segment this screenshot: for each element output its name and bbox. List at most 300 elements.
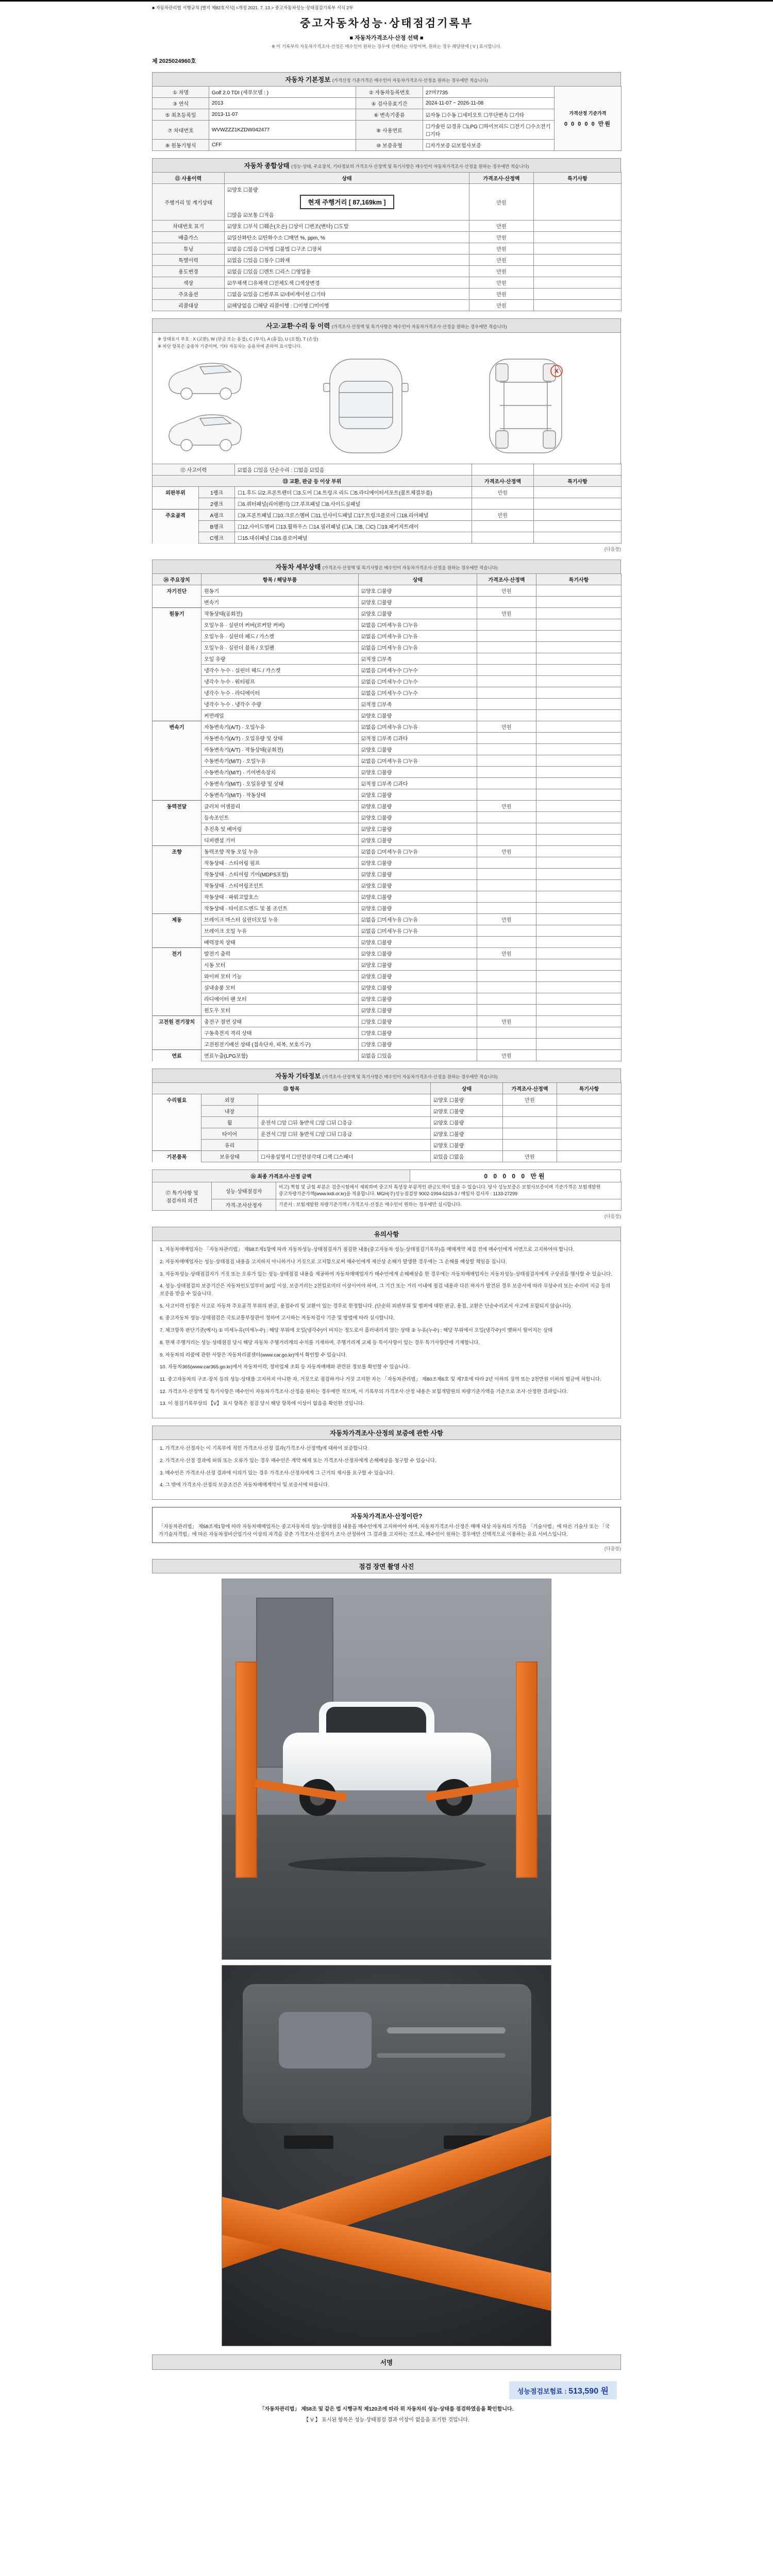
detail-row [153,903,621,914]
section-final-price [152,1170,621,1219]
overall-row [153,300,621,311]
device-state: ☑없음 ☐미세누유 ☐누유 [359,619,477,631]
detail-row [153,948,621,959]
device-group [153,642,201,653]
etc-row [153,1140,621,1151]
device-amount: 만원 [477,948,536,959]
device-note [536,971,621,982]
device-state: ☑양호 ☐불량 [359,835,477,846]
device-item: 자동변속기(A/T) · 오일유량 및 상태 [201,733,359,744]
warranty-type-value: ☐자가보증 ☑보험사보증 [423,140,554,151]
etc-state: ☑양호 ☐불량 [431,1094,503,1106]
detail-row [153,971,621,982]
device-group: 전기 [153,948,201,959]
device-amount [477,925,536,937]
device-state: ☑양호 ☐불량 [359,982,477,993]
parts-group [153,532,199,544]
detail-row [153,801,621,812]
parts-group: 외판부위 [153,487,199,498]
mileage-note [534,184,621,221]
device-amount [477,1039,536,1050]
warranty-item: 3. 매수인은 가격조사·산정 결과에 이의가 있는 경우 가격조사·산정자에게 그 근거의 제시를 요구할 수 있습니다. [160,1470,394,1476]
device-item: 발전기 출력 [201,948,359,959]
detail-row [153,631,621,642]
device-amount [477,835,536,846]
device-item: 오일누유 · 실린더 헤드 / 가스켓 [201,631,359,642]
device-amount: 만원 [477,1050,536,1061]
device-amount [477,767,536,778]
opinion-group-label: ⑰ 특기사항 및 점검자의 의견 [153,1182,212,1211]
device-item: 원동기 [201,585,359,597]
lift-post-left [236,1662,257,1878]
etc-amount [503,1128,557,1140]
device-item: 커먼레일 [201,710,359,721]
overall-row-note [534,243,621,255]
device-group: 원동기 [153,608,201,619]
overall-row-label: 특별이력 [153,255,225,266]
device-amount [477,1027,536,1039]
transmission-label: ⑥ 변속기종류 [356,109,423,121]
notice-item: 7. 체크항목 판단기준(예시) ① 미세누유(미세누수) : 해당 부위에 오일(냉각수)이 비치는 정도로서 흘러내리지 않는 상태 ② 누유(누수) : 해당 부위에서 오일(냉각수)이 맺혀서 떨어지는 상태 [160,1328,553,1334]
device-amount [477,891,536,903]
overall-row-note [534,255,621,266]
device-group [153,937,201,948]
device-group [153,857,201,869]
device-state: ☑없음 ☐있음 [359,1050,477,1061]
device-note [536,835,621,846]
notice-body [152,1241,621,1418]
etc-detail [258,1106,431,1117]
notice-item: 10. 자동차365(www.car365.go.kr)에서 자동차이력, 정비업체 조회 등 자동차매매와 관련된 정보를 확인할 수 있습니다. [160,1364,410,1370]
device-amount [477,869,536,880]
parts-group: 주요골격 [153,510,199,521]
col-state: 상태 [431,1083,503,1094]
col-amount: 가격조사·산정액 [477,574,536,585]
device-group [153,971,201,982]
device-state: ☑양호 ☐불량 [359,903,477,914]
detail-row [153,1027,621,1039]
device-item: 냉각수 누수 · 냉각수 수량 [201,699,359,710]
lift-post-right [516,1662,537,1878]
signature-bar: 서명 [152,2354,621,2370]
document-header [152,15,621,49]
device-note [536,1050,621,1061]
section-notice [152,1227,621,1418]
accident-history-value: ☑없음 ☐있음 단순수리 : ☐없음 ☑있음 [235,464,472,476]
section-title-text: 자동차 종합상태 [244,162,290,170]
final-price-label: ⑯ 최종 가격조사·산정 금액 [153,1170,410,1182]
device-note [536,846,621,857]
device-item: 냉각수 누수 · 워터펌프 [201,676,359,687]
etc-amount: 만원 [503,1094,557,1106]
col-major-device: ⑭ 주요장치 [153,574,201,585]
notice-item: 5. 사고이력 인정은 사고로 자동차 주요골격 부위의 판금, 용접수리 및 교환이 있는 경우로 한정합니다. (단순히 외판부위 및 범퍼에 대한 판금, 용접, 교환은 단순수리로서 사고에 포함되지 않습니다) [160,1303,571,1309]
section-inspection-photos [152,1559,621,2346]
mileage-value-cell [225,184,469,221]
etc-detail: 운전석 ☐앞 ☐뒤 동반석 ☐앞 ☐뒤 ☐응급 [258,1117,431,1128]
overall-row-amount: 만원 [469,243,534,255]
etc-state: ☑있음 ☐없음 [431,1151,503,1162]
reg-no-label: ② 자동차등록번호 [356,87,423,98]
etc-group: 수리필요 [153,1094,201,1106]
section-title-text: 자동차 기본정보 [285,76,331,83]
parts-amount [472,532,534,544]
etc-amount [503,1117,557,1128]
device-group [153,699,201,710]
etc-group [153,1106,201,1117]
device-note [536,982,621,993]
device-item: 브레이크 오일 누유 [201,925,359,937]
device-note [536,767,621,778]
device-amount [477,903,536,914]
parts-rank: B랭크 [199,521,235,532]
device-item: 냉각수 누수 · 라디에이터 [201,687,359,699]
device-group [153,619,201,631]
etc-detail: ☐사용설명서 ☐안전삼각대 ☐잭 ☐스패너 [258,1151,431,1162]
notice-item: 4. 성능·상태점검의 보증기간은 자동차인도일부터 30일 이상, 보증거리는 2천킬로미터 이상이어야 하며, 그 기간 또는 거리 이내에 점검 내용과 다른 하자가 발견된 경우 보증서에 따라 무상수리 또는 수리비 지급 등의 보증을 받을 수 있습니다. [160,1283,611,1297]
overall-row-amount: 만원 [469,300,534,311]
device-note [536,665,621,676]
warranty-item: 1. 가격조사·산정자는 이 기록부에 적힌 가격조사·산정 결과(가격조사·산정액)에 대하여 보증합니다. [160,1446,369,1452]
etc-row [153,1128,621,1140]
etc-row [153,1094,621,1106]
device-item: 고전원전기배선 상태 (접속단자, 피복, 보호기구) [201,1039,359,1050]
device-group [153,891,201,903]
section-detail-condition [152,560,621,1061]
detail-row [153,925,621,937]
device-note [536,993,621,1005]
device-note [536,1016,621,1027]
next-page-marker: (다음장) [604,1214,621,1219]
device-note [536,937,621,948]
etc-row [153,1106,621,1117]
device-amount: 만원 [477,1016,536,1027]
device-item: 윈도우 모터 [201,1005,359,1016]
device-group [153,710,201,721]
detail-row [153,982,621,993]
device-group [153,733,201,744]
device-item: 시동 모터 [201,959,359,971]
device-state: ☑양호 ☐불량 [359,857,477,869]
device-item: 실내송풍 모터 [201,982,359,993]
price-survey-select-note: ※ 이 기록부의 자동차가격조사·산정은 매수인이 원하는 경우에 선택하는 사항이며, 원하는 경우 해당란에 [ V ] 표시합니다. [271,44,502,49]
detail-row [153,778,621,789]
device-note [536,608,621,619]
device-state: ☑양호 ☐불량 [359,767,477,778]
device-note [536,721,621,733]
notice-item: 11. 중고자동차의 구조·장치 등의 성능·상태를 고지하지 아니한 자, 거짓으로 점검하거나 거짓 고지한 자는 「자동차관리법」 제80조제6호 및 제7호에 따라 2년 이하의 징역 또는 2천만원 이하의 벌금에 처합니다. [160,1377,601,1382]
notice-item: 13. 이 점검기록부상의 【V】 표시 항목은 점검 당시 해당 항목에 이상이 없음을 확인한 것입니다. [160,1401,364,1407]
device-group [153,755,201,767]
section-title-overall [152,158,621,172]
parts-rank: 1랭크 [199,487,235,498]
device-amount [477,993,536,1005]
etc-state: ☑양호 ☐불량 [431,1128,503,1140]
device-item: 디퍼렌셜 기어 [201,835,359,846]
device-item: 작동상태 · 스티어링조인트 [201,880,359,891]
device-group [153,925,201,937]
device-amount [477,687,536,699]
section-warranty [152,1426,621,1500]
legal-confirmation-line: 「자동차관리법」 제58조 및 같은 법 시행규칙 제120조에 따라 위 자동차의 성능·상태를 점검하였음을 확인합니다. [259,2406,514,2413]
notice-item: 9. 자동차의 리콜에 관한 사항은 자동차리콜센터(www.car.go.kr)에서 확인할 수 있습니다. [160,1352,347,1358]
notice-item: 6. 중고자동차 성능·상태점검은 국토교통부장관이 정하여 고시하는 자동차검사 기준 및 방법에 따라 실시합니다. [160,1315,395,1321]
overall-row-note [534,300,621,311]
detail-row [153,857,621,869]
device-group [153,767,201,778]
device-amount: 만원 [477,801,536,812]
device-amount [477,733,536,744]
device-group [153,903,201,914]
lift-beam-lower [222,2192,551,2333]
device-state: ☑없음 ☐미세누유 ☐누유 [359,925,477,937]
device-item: 작동상태 · 타이로드엔드 및 볼 조인트 [201,903,359,914]
device-group [153,835,201,846]
mileage-level: ☐많음 ☑보통 ☐적음 [227,213,274,218]
damage-mark-code: X [554,368,559,375]
detail-row [153,642,621,653]
notice-item: 12. 가격조사·산정액 및 특기사항은 매수인이 자동차가격조사·산정을 원하는 경우에만 적으며, 이 기록부의 가격조사·산정 내용은 보험개발원의 차량기준가액을 기준으로 조사·산정한 결과입니다. [160,1388,568,1395]
device-state: ☑양호 ☐불량 [359,869,477,880]
device-group [153,869,201,880]
overall-row-note [534,221,621,232]
etc-label: 보유상태 [201,1151,258,1162]
etc-info-table [152,1082,621,1162]
device-state: ☑없음 ☐미세누수 ☐누수 [359,676,477,687]
device-amount [477,823,536,835]
accident-table [152,464,621,544]
detail-row [153,755,621,767]
parts-items: ☐15.대쉬패널 ☐16.플로어패널 [235,532,472,544]
vehicle-type-legend: ※ 하단 항목은 승용차 기준이며, 기타 자동차는 승용차에 준하여 표시합니다. [158,344,302,349]
detail-row [153,823,621,835]
section-title-etc [152,1069,621,1082]
parts-rank: 2랭크 [199,498,235,510]
device-note [536,755,621,767]
overall-row-amount: 만원 [469,232,534,243]
document-title: 중고자동차성능·상태점검기록부 [300,18,473,29]
basic-info-table [152,86,621,151]
overall-row [153,289,621,300]
opinion-appraiser-label: 가격·조사산정자 [212,1199,276,1211]
detail-row [153,608,621,619]
device-amount [477,619,536,631]
detail-condition-table [152,573,621,1061]
device-item: 수동변속기(M/T) · 기어변속장치 [201,767,359,778]
car-window [326,1707,426,1733]
notice-item: 2. 자동차매매업자는 성능·상태점검 내용을 고지하지 아니하거나 거짓으로 고지함으로써 매수인에게 재산상 손해가 발생한 경우에는 그 손해를 배상할 책임을 집니다. [160,1259,507,1265]
parts-amount: 만원 [472,487,534,498]
device-state: ☑없음 ☐미세누유 ☐누유 [359,914,477,925]
device-note [536,959,621,971]
parts-items: ☐6.쿼터패널(리어펜더) ☐7.루프패널 ☐8.사이드실패널 [235,498,472,510]
device-item: 등속조인트 [201,812,359,823]
price-survey-explainer-box [152,1507,621,1543]
device-amount [477,744,536,755]
device-note [536,676,621,687]
device-amount: 만원 [477,914,536,925]
col-state: 상태 [225,173,469,184]
col-amount: 가격조사·산정액 [503,1083,557,1094]
overall-row-label: 차대번호 표기 [153,221,225,232]
device-item: 클러치 어셈블리 [201,801,359,812]
device-note [536,631,621,642]
overall-row [153,277,621,289]
overall-row-note [534,232,621,243]
etc-note [557,1151,621,1162]
etc-label: 타이어 [201,1128,258,1140]
device-group [153,823,201,835]
etc-state: ☑양호 ☐불량 [431,1117,503,1128]
state-code-legend: ※ 상태표시 부호 : X (교환), W (판금 또는 용접), C (부식), A (흠집), U (요철), T (손상) [158,336,318,342]
overall-row-value: ☑무채색 ☐유채색 ☐전체도색 ☐색상변경 [225,277,469,289]
device-state: ☑양호 ☐불량 [359,937,477,948]
overall-row-label: 주요옵션 [153,289,225,300]
device-note [536,1027,621,1039]
col-usage-history: ⑪ 사용이력 [153,173,225,184]
device-state: ☑적정 ☐부족 [359,699,477,710]
device-note [536,687,621,699]
device-item: 자동변속기(A/T) · 오일누유 [201,721,359,733]
device-note [536,857,621,869]
device-note [536,823,621,835]
reg-no-value: 27머7735 [423,87,554,98]
base-price-value: 0 0 0 0 0 만원 [564,121,612,127]
detail-row [153,653,621,665]
overall-row-label: 배출가스 [153,232,225,243]
detail-row [153,665,621,676]
device-state: ☑양호 ☐불량 [359,801,477,812]
overall-row-amount: 만원 [469,255,534,266]
col-state: 상태 [359,574,477,585]
overall-row [153,232,621,243]
fuel-label: ⑧ 사용연료 [356,121,423,140]
explainer-title: 자동차가격조사·산정이란? [350,1513,423,1520]
first-reg-label: ⑤ 최초등록일 [153,109,209,121]
base-price-label: 가격산정 기준가격 [569,110,607,116]
opinion-inspector-label: 성능·상태점검자 [212,1182,276,1199]
device-note [536,733,621,744]
overall-row [153,221,621,232]
device-note [536,653,621,665]
etc-amount: 만원 [503,1151,557,1162]
device-item: 오일누유 · 실린더 커버(로커암 커버) [201,619,359,631]
etc-state: ☑양호 ☐불량 [431,1140,503,1151]
etc-note [557,1094,621,1106]
device-note [536,880,621,891]
etc-detail [258,1094,431,1106]
detail-row [153,812,621,823]
detail-row [153,619,621,631]
device-item: 동력조향 작동 오일 누유 [201,846,359,857]
device-group [153,789,201,801]
device-state: ☑양호 ☐불량 [359,959,477,971]
detail-row [153,687,621,699]
device-amount [477,937,536,948]
device-state: ☑양호 ☐불량 [359,744,477,755]
section-etc-info [152,1069,621,1162]
col-note: 특기사항 [536,574,621,585]
inspection-photo-lift [222,1579,551,1960]
section-title-note: (성능·상태, 주요장치, 기타정보의 가격조사·산정액 및 특기사항은 매수인이 자동차가격조사·산정을 원하는 경우에만 적습니다) [291,164,529,169]
device-item: 작동상태(공회전) [201,608,359,619]
section-title-basic [152,72,621,86]
detail-row [153,1050,621,1061]
inspection-period-value: 2024-11-07 ~ 2026-11-08 [423,98,554,109]
mileage-label: 주행거리 및 계기상태 [153,184,225,221]
section-basic-info [152,72,621,151]
device-state: ☑없음 ☐미세누유 ☐누유 [359,755,477,767]
device-state: ☐양호 ☐불량 [359,1016,477,1027]
etc-note [557,1117,621,1128]
device-note [536,710,621,721]
detail-row [153,937,621,948]
device-group: 동력전달 [153,801,201,812]
device-amount [477,959,536,971]
device-note [536,789,621,801]
overall-row-amount: 만원 [469,221,534,232]
overall-row-value: ☑없음 ☐있음 ☐침수 ☐화재 [225,255,469,266]
detail-row [153,1005,621,1016]
device-amount [477,971,536,982]
device-state: ☑양호 ☐불량 [359,1005,477,1016]
device-state: ☑양호 ☐불량 [359,789,477,801]
device-note [536,812,621,823]
etc-group [153,1117,201,1128]
device-amount [477,857,536,869]
device-note [536,903,621,914]
car-name-label: ① 차명 [153,87,209,98]
device-state: ☑없음 ☐미세누수 ☐누수 [359,665,477,676]
document-number: 제 2025024960호 [152,58,196,64]
overall-row [153,255,621,266]
device-item: 냉각수 누수 · 실린더 헤드 / 가스켓 [201,665,359,676]
device-group [153,880,201,891]
section-title-photos: 점검 장면 촬영 사진 [152,1559,621,1573]
device-item: 변속기 [201,597,359,608]
year-value: 2013 [209,98,356,109]
parts-amount: 만원 [472,510,534,521]
overall-row-value: ☑없음 ☐있음 ☐적법 ☐불법 ☐구조 ☐장치 [225,243,469,255]
device-note [536,642,621,653]
overall-row-value: ☑양호 ☐부식 ☐훼손(오손) ☐상이 ☐변조(변타) ☐도말 [225,221,469,232]
device-item: 충전구 절연 상태 [201,1016,359,1027]
next-page-marker: (다음장) [604,1546,621,1552]
parts-group [153,521,199,532]
parts-note [534,498,621,510]
accident-history-row [153,464,621,476]
device-item: 와이퍼 모터 기능 [201,971,359,982]
detail-row [153,869,621,880]
inspection-photo-underbody [222,1965,551,2346]
device-state: ☑양호 ☐불량 [359,948,477,959]
device-group [153,687,201,699]
section-title-note: (가격산정 기준가격은 매수인이 자동차가격조사·산정을 원하는 경우에만 적습니다) [332,78,488,83]
device-state: ☑양호 ☐불량 [359,971,477,982]
detail-row [153,1039,621,1050]
etc-group [153,1140,201,1151]
parts-note [534,521,621,532]
parts-amount [472,521,534,532]
device-amount [477,597,536,608]
detail-row [153,721,621,733]
device-amount [477,755,536,767]
overall-row-label: 튜닝 [153,243,225,255]
accident-history-label: ⑫ 사고이력 [153,464,235,476]
detail-row [153,1016,621,1027]
device-amount [477,631,536,642]
device-item: 자동변속기(A/T) · 작동상태(공회전) [201,744,359,755]
